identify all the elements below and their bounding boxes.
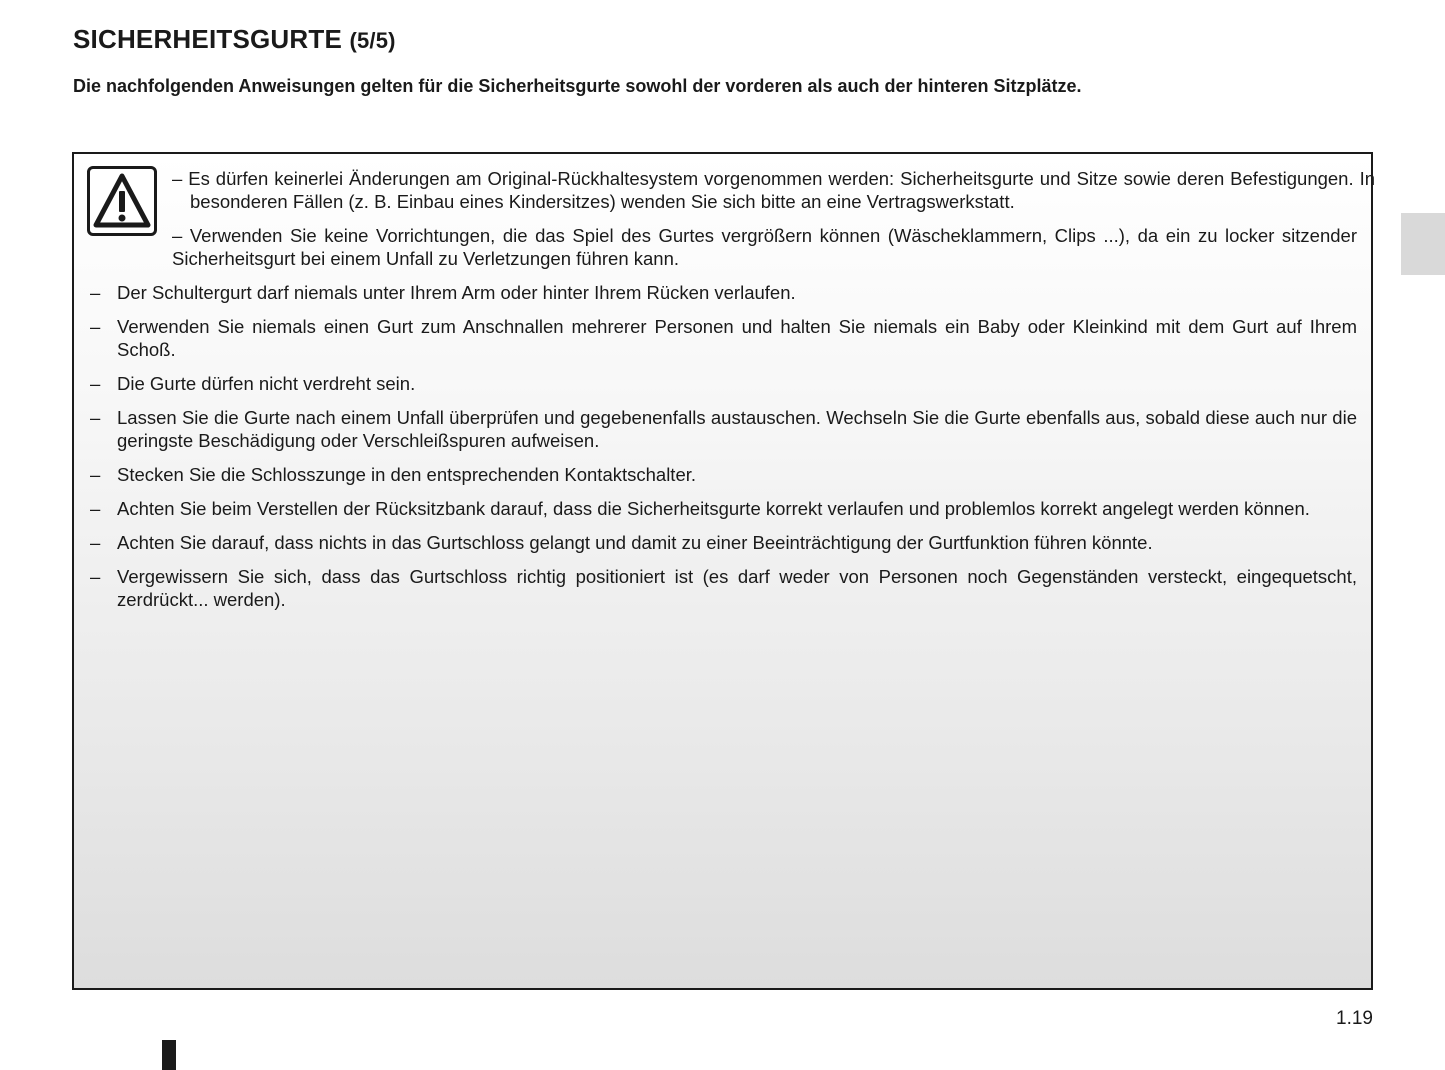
list-item	[90, 531, 1357, 554]
list-item-text: Achten Sie darauf, dass nichts in das Gurtschloss gelangt und damit zu einer Beeinträchtigung der Gurtfunktion führen könnte.	[117, 532, 1153, 553]
list-dash: –	[90, 532, 101, 553]
list-item	[90, 372, 1357, 395]
warning-top-item-2: – Verwenden Sie keine Vorrichtungen, die das Spiel des Gurtes vergrößern können (Wäscheklammern, Clips ...), da ein zu locker sitzender Sicherheitsgurt bei einem Unfall zu Verletzungen führen kann.	[172, 225, 1357, 269]
page-number: 1.19	[1336, 1008, 1373, 1029]
list-item	[90, 565, 1357, 611]
list-item	[90, 281, 1357, 304]
list-dash: –	[90, 373, 101, 394]
list-item-text: Die Gurte dürfen nicht verdreht sein.	[117, 373, 416, 394]
page-title-main: SICHERHEITSGURTE	[73, 24, 343, 54]
list-dash: –	[90, 407, 101, 428]
list-item	[90, 463, 1357, 486]
warning-box	[72, 152, 1373, 990]
list-item	[90, 406, 1357, 452]
warning-triangle-svg	[93, 172, 151, 230]
list-item	[90, 315, 1357, 361]
list-item-text: Der Schultergurt darf niemals unter Ihrem Arm oder hinter Ihrem Rücken verlaufen.	[117, 282, 796, 303]
list-item	[90, 497, 1357, 520]
list-dash: –	[90, 566, 101, 587]
warning-top-item-1: – Es dürfen keinerlei Änderungen am Original-Rückhaltesystem vorgenommen werden: Sicherheitsgurte und Sitze sowie deren Befestigungen. In besonderen Fällen (z. B. Einbau eines Kindersitzes) wenden Sie sich bitte an eine Vertragswerkstatt.	[172, 168, 1375, 212]
list-item-text: Achten Sie beim Verstellen der Rücksitzbank darauf, dass die Sicherheitsgurte korrekt verlaufen und problemlos korrekt angelegt werden können.	[117, 498, 1310, 519]
warning-triangle-icon	[87, 166, 157, 236]
list-dash: –	[90, 464, 101, 485]
list-dash: –	[90, 316, 101, 337]
chapter-side-tab	[1401, 213, 1445, 275]
corner-mark	[162, 1040, 176, 1070]
page-title	[73, 24, 396, 55]
page-title-part: (5/5)	[349, 28, 396, 53]
intro-text: Die nachfolgenden Anweisungen gelten für die Sicherheitsgurte sowohl der vorderen als auch der hinteren Sitzplätze.	[73, 76, 1082, 96]
list-dash: –	[90, 282, 101, 303]
list-item-text: Vergewissern Sie sich, dass das Gurtschloss richtig positioniert ist (es darf weder von Personen noch Gegenständen versteckt, eingequetscht, zerdrückt... werden).	[117, 566, 1357, 610]
list-item-text: Verwenden Sie niemals einen Gurt zum Anschnallen mehrerer Personen und halten Sie niemals ein Baby oder Kleinkind mit dem Gurt auf Ihrem Schoß.	[117, 316, 1357, 360]
list-item-text: Lassen Sie die Gurte nach einem Unfall überprüfen und gegebenenfalls austauschen. Wechseln Sie die Gurte ebenfalls aus, sobald diese auch nur die geringste Beschädigung oder Verschleißspuren aufweisen.	[117, 407, 1357, 451]
warning-list	[90, 281, 1357, 622]
list-dash: –	[90, 498, 101, 519]
list-item-text: Stecken Sie die Schlosszunge in den entsprechenden Kontaktschalter.	[117, 464, 697, 485]
